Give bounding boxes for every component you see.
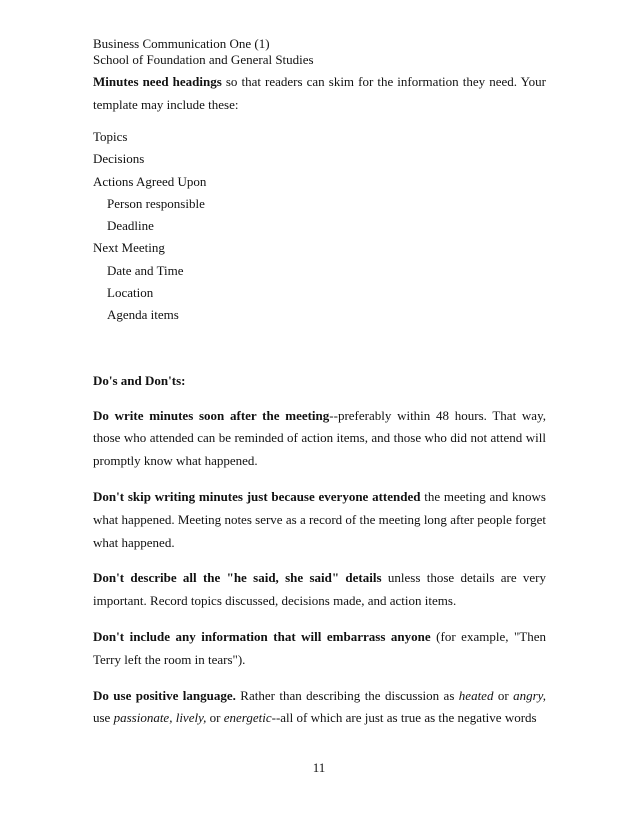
- rule-write-soon: [93, 405, 546, 473]
- rule-text: the meeting and knows what happened. Meeting notes serve as a record of the meeting long after people forget what happened.: [93, 489, 546, 550]
- rule-dont-describe: [93, 567, 546, 613]
- list-item: Date and Time: [107, 262, 184, 278]
- list-item: Person responsible: [107, 195, 205, 211]
- rule-bold: Don't describe all the "he said, she said" details: [93, 570, 382, 586]
- rule-dont-embarrass: [93, 626, 546, 672]
- rule-positive-language: [93, 685, 546, 731]
- rule-text: --all of which are just as true as the negative words: [271, 710, 537, 726]
- rule-text: (for example, "Then Terry left the room in tears").: [93, 629, 547, 667]
- template-headings-list: [93, 126, 546, 327]
- page-number: 11: [312, 760, 326, 775]
- rule-text: or: [493, 687, 514, 703]
- document-page: [93, 36, 546, 730]
- school-name: School of Foundation and General Studies: [93, 52, 314, 67]
- course-title: Business Communication One (1): [93, 36, 270, 51]
- intro-bold: Minutes need headings: [93, 74, 222, 89]
- list-item: Actions Agreed Upon: [93, 173, 207, 189]
- intro-paragraph: [93, 70, 546, 116]
- intro-text: so that readers can skim for the information they need. Your template may include these:: [93, 74, 546, 112]
- rule-bold: Don't skip writing minutes just because everyone attended: [93, 489, 421, 505]
- list-item: Next Meeting: [93, 240, 165, 256]
- list-item: Agenda items: [107, 307, 179, 323]
- list-item: Decisions: [93, 151, 145, 167]
- rule-bold: Do write minutes soon after the meeting: [93, 407, 330, 423]
- rule-text: or: [206, 710, 224, 726]
- list-item: Topics: [93, 129, 128, 144]
- list-item: Deadline: [107, 218, 154, 234]
- rule-bold: Don't include any information that will embarrass anyone: [93, 629, 431, 645]
- rule-text: --preferably within 48 hours. That way, those who attended can be reminded of action items, and those who did not attend will promptly know what happened.: [93, 407, 546, 469]
- rule-italic: angry,: [513, 687, 546, 703]
- rule-dont-skip: [93, 486, 546, 554]
- rule-text: unless those details are very important. Record topics discussed, decisions made, and action items.: [93, 570, 547, 609]
- rule-bold: Do use positive language.: [93, 687, 236, 703]
- list-item: Location: [107, 285, 154, 301]
- rule-text: use: [93, 710, 114, 726]
- rule-text: Rather than describing the discussion as: [235, 687, 459, 703]
- dos-donts-heading: Do's and Don'ts:: [93, 372, 186, 388]
- rule-italic: heated: [458, 687, 494, 703]
- rule-italic: passionate, lively,: [113, 710, 207, 726]
- rule-italic: energetic: [223, 710, 272, 726]
